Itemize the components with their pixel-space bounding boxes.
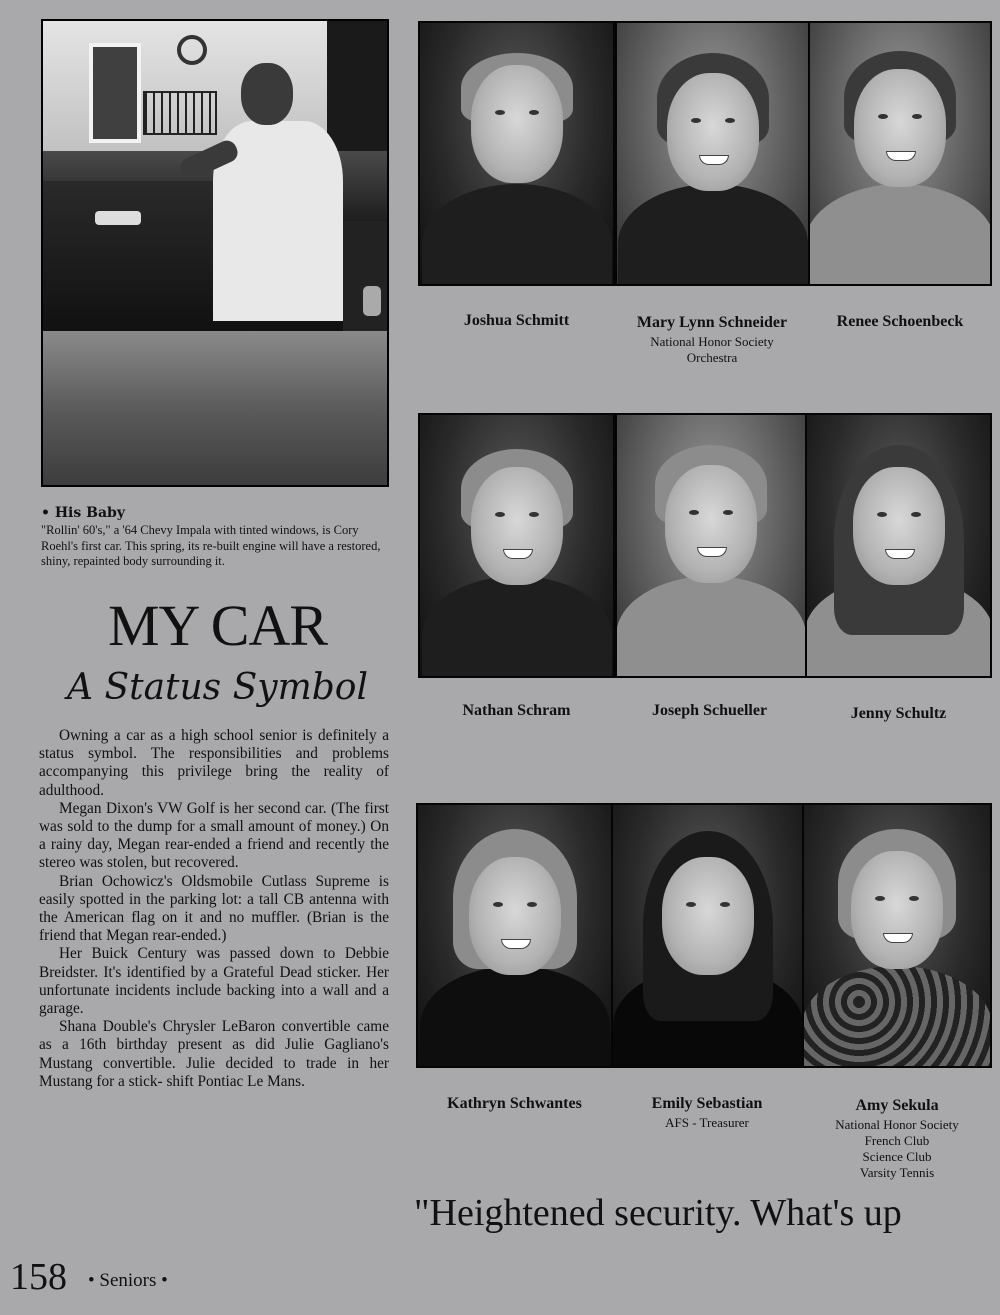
senior-name: Joseph Schueller	[651, 702, 768, 719]
wreath	[177, 35, 207, 65]
portrait-photo	[418, 413, 615, 678]
caption-title-text: His Baby	[54, 505, 125, 521]
portrait-photo	[416, 803, 613, 1068]
portrait-photo	[611, 803, 804, 1068]
senior-activity: Orchestra	[686, 350, 738, 365]
arrow-icon: •	[41, 505, 50, 521]
article-body	[39, 727, 389, 1091]
senior-name: Mary Lynn Schneider	[636, 314, 788, 331]
senior-activity: National Honor Society	[650, 334, 774, 349]
article-paragraph: Her Buick Century was passed down to Debbie Breidster. It's identified by a Grateful Dead sticker. Her unfortunate incidents include backing into a wall and a garage.	[39, 945, 389, 1018]
headline: MY CAR	[107, 593, 328, 658]
senior-activity: AFS - Treasurer	[665, 1115, 749, 1130]
rearview-mirror	[95, 211, 141, 225]
senior-name: Nathan Schram	[462, 702, 571, 719]
senior-name: Amy Sekula	[855, 1097, 939, 1114]
senior-name: Jenny Schultz	[850, 705, 947, 722]
section-label: • Seniors •	[88, 1270, 168, 1291]
senior-activity: French Club	[864, 1133, 930, 1148]
caption-title	[41, 505, 125, 521]
senior-activity: Varsity Tennis	[859, 1165, 935, 1180]
portrait-photo	[802, 803, 992, 1068]
man-head	[241, 63, 293, 125]
portrait-photo	[418, 21, 615, 286]
senior-name: Emily Sebastian	[651, 1095, 763, 1112]
car-feature-photo	[41, 19, 389, 487]
article-paragraph: Brian Ochowicz's Oldsmobile Cutlass Supreme is easily spotted in the parking lot: a tall CB antenna with the American flag on it and no muffler. (Brian is the friend that Megan rear-ended.)	[39, 872, 389, 945]
senior-name: Kathryn Schwantes	[447, 1095, 582, 1112]
portrait-photo	[808, 21, 992, 286]
senior-name: Renee Schoenbeck	[836, 313, 964, 330]
article-paragraph: Owning a car as a high school senior is definitely a status symbol. The responsibilities and problems accompanying this privilege bring the reality of adulthood.	[39, 727, 389, 799]
house-door	[89, 43, 141, 143]
senior-activity: Science Club	[862, 1149, 932, 1164]
caption-text: "Rollin' 60's," a '64 Chevy Impala with tinted windows, is Cory Roehl's first car. This spring, its re-built engine will have a restored, shiny, repainted body surrounding it.	[41, 523, 381, 568]
porch-railing	[143, 91, 217, 135]
subheadline: A Status Symbol	[67, 667, 368, 708]
car-body	[43, 331, 389, 487]
running-quote: "Heightened security. What's up	[414, 1192, 902, 1234]
portrait-photo	[615, 413, 807, 678]
senior-name: Joshua Schmitt	[463, 312, 570, 329]
page-number: 158	[10, 1256, 67, 1298]
portrait-photo	[615, 21, 810, 286]
senior-activity: National Honor Society	[835, 1117, 959, 1132]
side-mirror	[363, 286, 381, 316]
article-paragraph: Megan Dixon's VW Golf is her second car. (The first was sold to the dump for a small amount of money.) On a rainy day, Megan rear-ended a friend and recently the stereo was stolen, but recovered.	[39, 799, 389, 872]
article-paragraph: Shana Double's Chrysler LeBaron convertible came as a 16th birthday present as did Julie Gagliano's Mustang convertible. Julie decided to trade in her Mustang for a stick- shift Pontiac Le Mans.	[39, 1018, 389, 1090]
portrait-photo	[805, 413, 992, 678]
